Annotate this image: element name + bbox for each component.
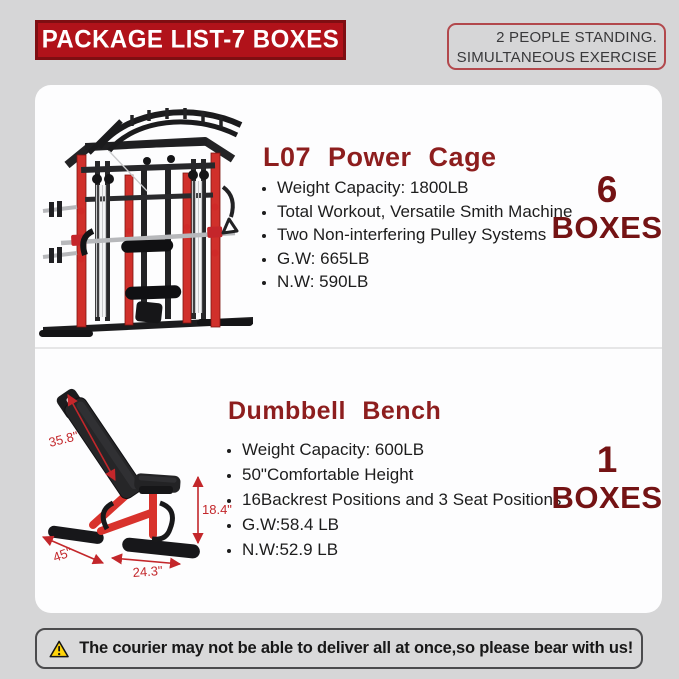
product2-feature-list <box>224 437 561 562</box>
feature-item: • 50"Comfortable Height <box>242 462 561 487</box>
tagline-box <box>447 23 666 70</box>
dimension-backrest-length: 35.8" <box>47 428 80 450</box>
dimension-base-length: 24.3" <box>132 562 164 580</box>
feature-item: • Two Non-interfering Pulley Systems <box>277 223 572 247</box>
banner-title: PACKAGE LIST-7 BOXES <box>41 25 340 54</box>
feature-item: • 16Backrest Positions and 3 Seat Positions <box>242 487 561 512</box>
product1-boxes-badge <box>551 171 663 243</box>
warning-triangle-icon <box>49 634 69 664</box>
dimension-seat-height: 18.4" <box>202 502 232 517</box>
power-cage-illustration <box>37 91 259 349</box>
package-list-banner <box>35 20 346 60</box>
product2-boxes-badge <box>551 441 663 513</box>
product1-boxes-count: 6 <box>596 169 618 210</box>
feature-item: • Weight Capacity: 1800LB <box>277 176 572 200</box>
product1-feature-list <box>259 176 572 294</box>
feature-item: • N.W:52.9 LB <box>242 537 561 562</box>
feature-item: • Total Workout, Versatile Smith Machine <box>277 200 572 224</box>
tagline-line2: SIMULTANEOUS EXERCISE <box>456 49 657 66</box>
product2-boxes-label: BOXES <box>551 480 663 515</box>
feature-item: • G.W:58.4 LB <box>242 512 561 537</box>
product1-boxes-label: BOXES <box>551 210 663 245</box>
feature-item: • G.W: 665LB <box>277 247 572 271</box>
feature-item: • N.W: 590LB <box>277 270 572 294</box>
courier-notice-text: The courier may not be able to deliver all at once,so please bear with us! <box>79 639 633 657</box>
tagline-line1: 2 PEOPLE STANDING. <box>496 29 657 46</box>
product2-boxes-count: 1 <box>596 439 618 480</box>
product2-title: Dumbbell Bench <box>228 397 442 425</box>
package-card <box>35 85 662 613</box>
section-divider <box>35 347 662 349</box>
dumbbell-bench-illustration <box>35 385 240 585</box>
feature-item: • Weight Capacity: 600LB <box>242 437 561 462</box>
dimension-overall-length: 45" <box>50 544 74 565</box>
product1-title: L07 Power Cage <box>263 142 497 172</box>
courier-notice <box>35 628 643 669</box>
